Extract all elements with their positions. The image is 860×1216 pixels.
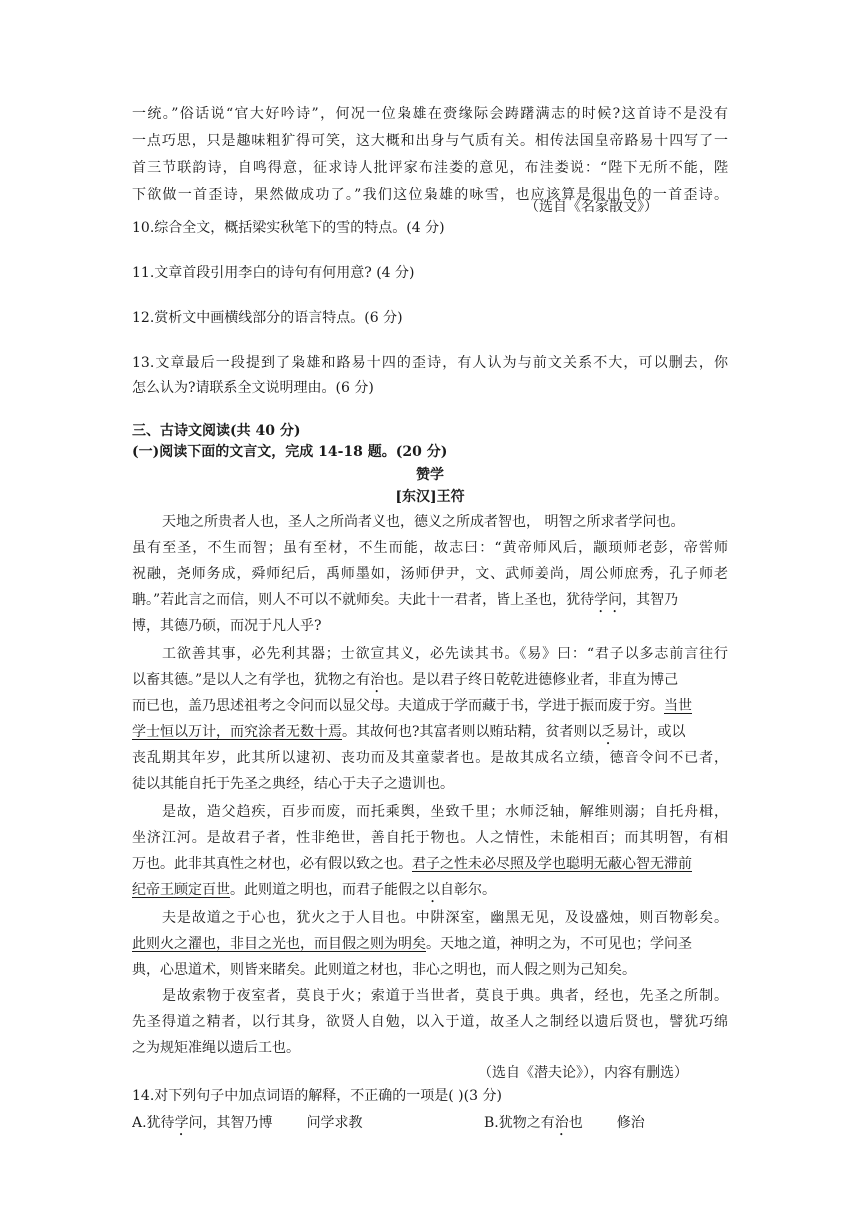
p1-text: 聃。”若此言之而信，则人不可以不就师矣。夫此十一君者，皆上圣也，犹待 [132, 592, 595, 608]
underlined-sentence-2a: 君子之性未必尽照及学也聪明无蔽心智无滞前 [412, 856, 692, 872]
p1-line-4 [132, 587, 728, 616]
question-14: 14.对下列句子中加点词语的解释，不正确的一项是( )(3 分) [132, 1088, 502, 1104]
p4-text-a: 。天地之道，神明之为，不可见也；学问圣 [426, 936, 692, 952]
option-b-text: B.犹物之有 [484, 1115, 555, 1131]
underlined-sentence-1b: 学士恒以万计，而究涂者无数十焉 [132, 724, 342, 740]
p3-text-c: 自彰尔。 [440, 882, 496, 898]
p1-line-3: 祝融，尧师务成，舜师纪后，禹师墨如，汤师伊尹，文、武师姜尚，周公师庶秀，孔子师老 [132, 566, 728, 582]
dotted-word-zhi-b: 治 [554, 1115, 569, 1131]
underlined-sentence-1a: 当世 [664, 698, 692, 714]
p1-line-1: 天地之所贵者人也，圣人之所尚者义也，德义之所成者智也， 明智之所求者学问也。 [162, 514, 685, 530]
p1-line-2: 虽有至圣，不生而智；虽有至材，不生而能，故志曰：“黄帝师风后，颛顼师老彭，帝喾师 [132, 540, 728, 556]
underlined-sentence-3: 此则火之濯也，非目之光也，而目假之则为明矣 [132, 936, 426, 952]
p1-line-5: 博，其德乃硕，而况于凡人乎? [132, 618, 322, 634]
p3-line-4 [132, 877, 728, 906]
option-a-text: A.犹待 [132, 1115, 175, 1131]
p2-line-5: 丧乱期其年岁，此其所以逮初、丧功而及其童蒙者也。是故其成名立绩，德音令问不已者， [132, 750, 728, 766]
dotted-word-xuewen: 学问 [594, 592, 623, 608]
essay-line-2: 一点巧思，只是趣味粗犷得可笑，这大概和出身与气质有关。相传法国皇帝路易十四写了一 [132, 133, 728, 149]
p2-line-1: 工欲善其事，必先利其器；士欲宣其义，必先读其书。《易》曰：“君子以多志前言往行 [162, 646, 728, 662]
dotted-word-yi: 以 [426, 882, 440, 898]
p5-line-3: 之为规矩准绳以遗后工也。 [132, 1040, 300, 1056]
essay-line-4: 下欲做一首歪诗，果然做成功了。”我们这位枭雄的咏雪，也应该算是很出色的一首歪诗。 [132, 187, 728, 203]
p4-line-3: 典，心思道术，则皆来睹矣。此则道之材也，非心之明也，而人假之则为己知矣。 [132, 962, 636, 978]
dotted-word-fa: 乏 [601, 724, 616, 740]
passage-title: 赞学 [416, 467, 444, 483]
dotted-word-xue: 学 [174, 1115, 189, 1131]
q14-option-b [484, 1110, 728, 1139]
p2-line-2 [132, 667, 728, 696]
question-13-line-1: 13.文章最后一段提到了枭雄和路易十四的歪诗，有人认为与前文关系不大，可以删去，你 [132, 355, 728, 371]
q14-option-a [132, 1110, 452, 1139]
option-a-answer: 问学求教 [306, 1115, 363, 1131]
p2-text-a: 以畜其德。”是以人之有学也，犹物之有 [132, 672, 371, 688]
essay-source: （选自《名家散文》） [525, 199, 658, 215]
option-a-text-tail: 问，其智乃博 [188, 1115, 273, 1131]
p4-line-1: 夫是故道之于心也，犹火之于人目也。中阱深室，幽黑无见，及设盛烛，则百物彰矣。 [162, 910, 728, 926]
option-b-answer: 修治 [616, 1115, 645, 1131]
p2-text-d: 。其故何也?其富者则以贿玷精，贫者则以 [342, 724, 602, 740]
p2-text-e: 易计，或以 [615, 724, 686, 740]
p3-text-a: 万也。此非其真性之材也，必有假以致之也。 [132, 856, 412, 872]
option-b-text-tail: 也 [568, 1115, 583, 1131]
section-heading: 三、古诗文阅读(共 40 分) [132, 423, 301, 439]
p2-text-c: 而已也，盖乃思述祖考之令问而以显父母。夫道成于学而藏于书，学进于振而废于穷。 [132, 698, 664, 714]
underlined-sentence-2b: 纪帝王顾定百世 [132, 882, 230, 898]
p3-line-1: 是故，造父趋疾，百步而废，而托乘舆，坐致千里；水师泛轴，解维则溺；自托舟楫， [162, 804, 728, 820]
p2-line-3 [132, 693, 728, 719]
p2-text-b: 也。是以君子终日乾乾进德修业者，非直为博己 [384, 672, 679, 688]
p4-line-2 [132, 931, 728, 957]
p1-text-tail: ，其智乃 [622, 592, 679, 608]
passage-source: （选自《潜夫论》），内容有删选） [478, 1065, 688, 1081]
p3-text-b: 。此则道之明也，而君子能假之 [230, 882, 426, 898]
question-11: 11.文章首段引用李白的诗句有何用意? (4 分) [132, 265, 415, 281]
passage-author: [东汉]王符 [395, 489, 465, 505]
dotted-word-zhi: 治 [370, 672, 385, 688]
question-10: 10.综合全文，概括梁实秋笔下的雪的特点。(4 分) [132, 220, 445, 236]
section-subheading: (一)阅读下面的文言文，完成 14-18 题。(20 分) [132, 444, 448, 460]
p2-line-6: 徒以其能自托于先圣之典经，结心于夫子之遗训也。 [132, 776, 454, 792]
p3-line-2: 坐济江河。是故君子者，性非绝世，善自托于物也。人之情性，未能相百；而其明智，有相 [132, 830, 728, 846]
p5-line-1: 是故索物于夜室者，莫良于火；索道于当世者，莫良于典。典者，经也，先圣之所制。 [162, 988, 728, 1004]
p3-line-3 [132, 851, 728, 877]
question-13-line-2: 怎么认为?请联系全文说明理由。(6 分) [132, 380, 374, 396]
essay-line-1: 一统。”俗话说“官大好吟诗”，何况一位枭雄在赍缘际会踌躇满志的时候?这首诗不是没有 [132, 106, 728, 122]
essay-line-3: 首三节联韵诗，自鸣得意，征求诗人批评家布洼娄的意见，布洼娄说：“陛下无所不能，陛 [132, 160, 728, 176]
question-12: 12.赏析文中画横线部分的语言特点。(6 分) [132, 310, 403, 326]
p2-line-4 [132, 719, 728, 748]
p5-line-2: 先圣得道之精者，以行其身，欲贤人自勉，以入于道，故圣人之制经以遗后贤也，譬犹巧绵 [132, 1014, 728, 1030]
